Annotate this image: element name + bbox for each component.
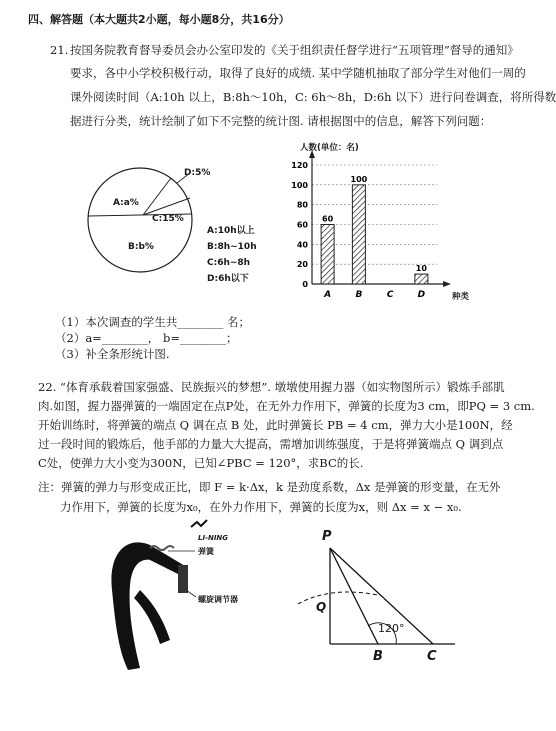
y-tick-label: 0	[302, 280, 308, 289]
q22-note-1: 注：弹簧的弹力与形变成正比，即 F = k·Δx，k 是劲度系数，Δx 是弹簧的形变量，在无外	[38, 480, 501, 494]
x-tick-label: B	[355, 290, 363, 300]
q21-sub-3: （3）补全条形统计图.	[55, 347, 170, 361]
section-heading: 四、解答题（本大题共2小题，每小题8分，共16分）	[28, 13, 290, 26]
y-tick-label: 120	[291, 161, 308, 170]
arc-dashed	[298, 592, 378, 604]
q22-line-4: 过一段时间的锻炼后，他手部的力量大大提高，需增加训练强度，于是将弹簧端点 Q 调到点	[38, 437, 504, 451]
y-tick-label: 60	[296, 220, 308, 230]
pie-legend-c: C:6h~8h	[207, 258, 251, 268]
q21-line-4: 据进行分类，统计绘制了如下不完整的统计图. 请根据图中的信息，解答下列问题：	[70, 114, 492, 128]
pie-legend-d: D:6h以下	[207, 274, 249, 284]
bar-xlabel: 种类	[452, 292, 470, 302]
q22-line-5: C处，使弹力大小变为300N，已知∠PBC = 120°，求BC的长.	[38, 456, 364, 470]
q21-sub-1: （1）本次调查的学生共________ 名；	[55, 315, 250, 329]
point-c: C	[427, 649, 437, 664]
q21-sub-2: （2）a=________， b=________；	[55, 331, 238, 345]
x-tick-label: A	[324, 290, 332, 300]
x-tick-label: C	[386, 290, 394, 300]
pie-label-b: B:b%	[128, 242, 154, 252]
y-tick-label: 100	[291, 180, 308, 190]
q21-number: 21.	[50, 43, 69, 57]
pie-label-d: D:5%	[184, 168, 211, 178]
q22-note-2: 力作用下，弹簧的长度为x₀，在外力作用下，弹簧的长度为x，则 Δx = x − x₀.	[60, 500, 462, 514]
gripper-brand: LI-NING	[198, 534, 229, 542]
q22-line-1: “体育承载着国家强盛、民族振兴的梦想”. 墩墩使用握力器（如实物图所示）锻炼手部肌	[60, 380, 505, 394]
spring-label: 弹簧	[198, 547, 214, 556]
data-label-D: 10	[415, 264, 427, 274]
data-label-B: 100	[350, 174, 368, 184]
point-p: P	[322, 529, 332, 544]
knob-label: 螺旋调节器	[198, 595, 238, 604]
point-b: B	[373, 649, 383, 664]
angle-label: 120°	[378, 622, 405, 635]
y-tick-label: 20	[296, 260, 308, 270]
pie-label-c: C:15%	[152, 214, 184, 224]
q21-line-1: 按国务院教育督导委员会办公室印发的《关于组织责任督学进行“五项管理”督导的通知》	[70, 43, 519, 57]
data-label-A: 60	[322, 214, 334, 224]
q22-number: 22.	[38, 380, 57, 394]
segment-pb	[330, 548, 378, 644]
q21-line-2: 要求，各中小学校积极行动，取得了良好的成绩. 某中学随机抽取了部分学生对他们一周的	[70, 66, 526, 80]
bar-ylabel: 人数(单位：名)	[300, 143, 359, 153]
pie-legend-b: B:8h~10h	[207, 242, 257, 252]
q22-line-3: 开始训练时，将弹簧的端点 Q 调在点 B 处，此时弹簧长 PB = 4 cm，弹力大小是100N，经	[38, 418, 513, 432]
q21-line-3: 课外阅读时间（A:10h 以上，B:8h～10h，C: 6h～8h，D:6h 以下）进行问卷调查，将所得数	[70, 90, 556, 104]
y-tick-label: 80	[296, 200, 308, 210]
x-tick-label: D	[417, 290, 426, 300]
pie-legend-a: A:10h以上	[207, 226, 255, 236]
y-tick-label: 40	[296, 240, 308, 250]
point-q: Q	[316, 600, 327, 614]
q22-line-2: 肉.如图，握力器弹簧的一端固定在点P处，在无外力作用下，弹簧的长度为3 cm，即PQ = 3 cm.	[38, 399, 535, 413]
pie-label-a: A:a%	[113, 198, 139, 208]
